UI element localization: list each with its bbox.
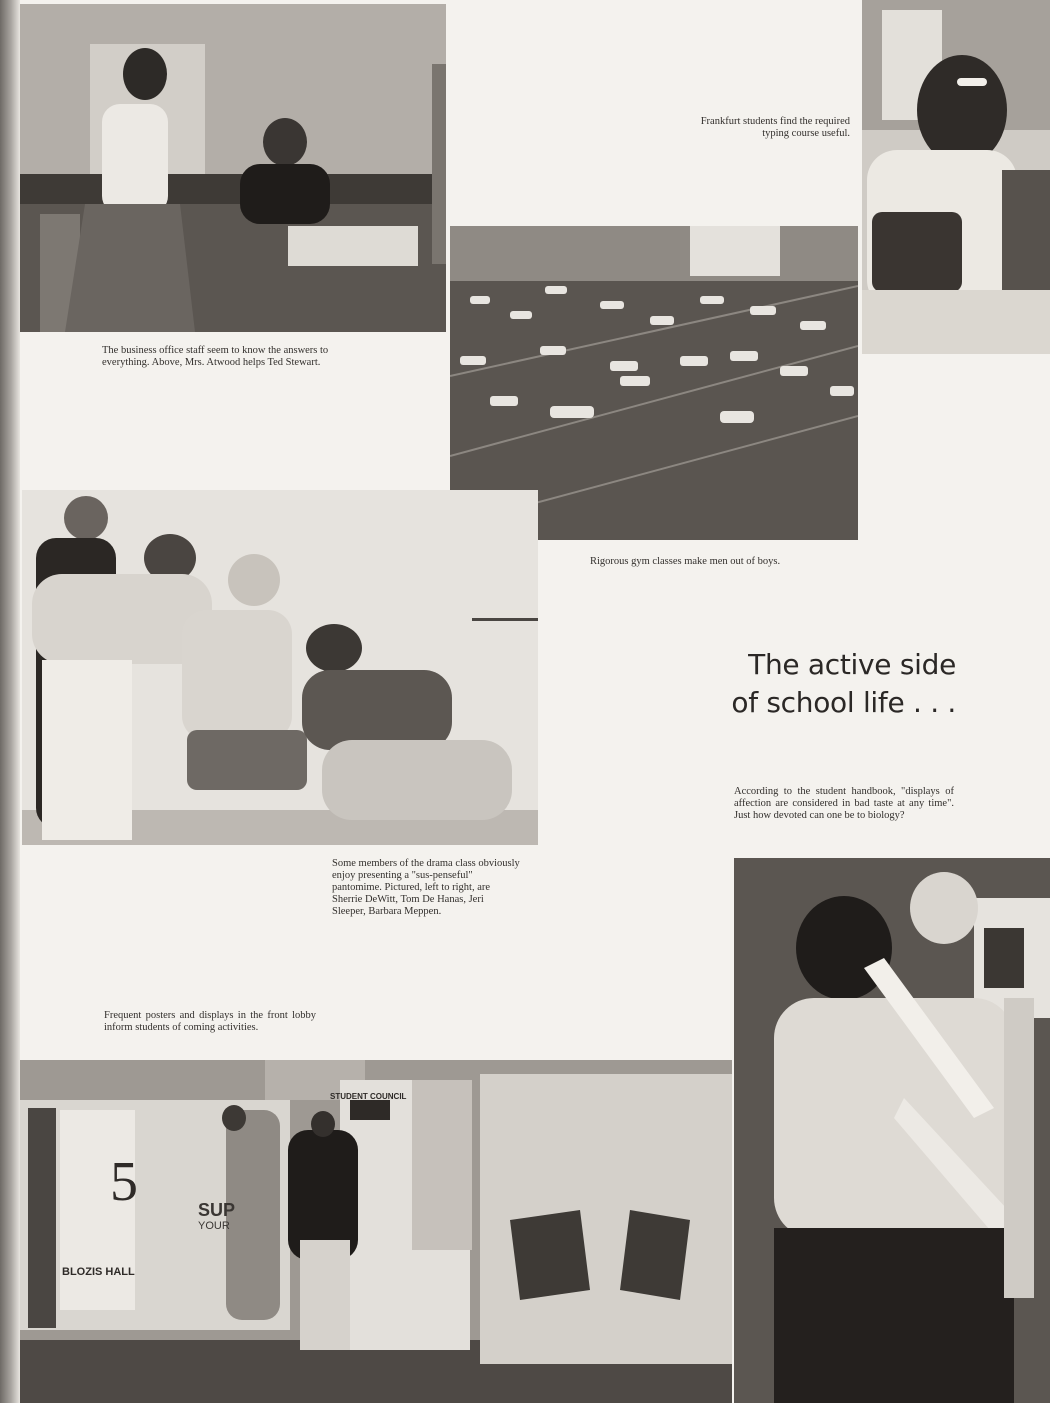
gym-caption: Rigorous gym classes make men out of boys. bbox=[590, 556, 781, 567]
headline-line-1: The active side bbox=[748, 648, 956, 681]
page-headline bbox=[690, 646, 956, 722]
lobby-poster-number: 5 bbox=[110, 1151, 138, 1213]
business-office-photo bbox=[20, 4, 446, 332]
typing-photo bbox=[862, 0, 1050, 354]
lobby-banner-student-council: STUDENT COUNCIL bbox=[330, 1092, 407, 1101]
drama-caption: Some members of the drama class obviously enjoy presenting a "sus-penseful" pantomime. Pictured, left to right, are Sherrie DeWitt, Tom De Hanas, Jeri Sleeper, Barbara Meppen. bbox=[332, 858, 520, 917]
lobby-poster-sup: SUP bbox=[198, 1200, 236, 1220]
lobby-photo bbox=[20, 1060, 732, 1403]
business-office-caption: The business office staff seem to know the answers to everything. Above, Mrs. Atwood helps Ted Stewart. bbox=[102, 345, 329, 368]
biology-photo bbox=[734, 858, 1050, 1403]
lobby-poster-your: YOUR bbox=[198, 1220, 230, 1232]
biology-caption: According to the student handbook, "displays of affection are considered in bad taste at any time". Just how devoted can one be to biology? bbox=[734, 786, 954, 821]
lobby-caption: Frequent posters and displays in the front lobby inform students of coming activities. bbox=[104, 1010, 316, 1033]
lobby-poster-halls: BLOZIS HALL bbox=[62, 1266, 135, 1278]
drama-photo bbox=[22, 490, 538, 845]
headline-line-2: of school life . . . bbox=[731, 686, 956, 719]
typing-caption: Frankfurt students find the required typing course useful. bbox=[700, 116, 850, 139]
page-binding-edge bbox=[0, 0, 20, 1403]
